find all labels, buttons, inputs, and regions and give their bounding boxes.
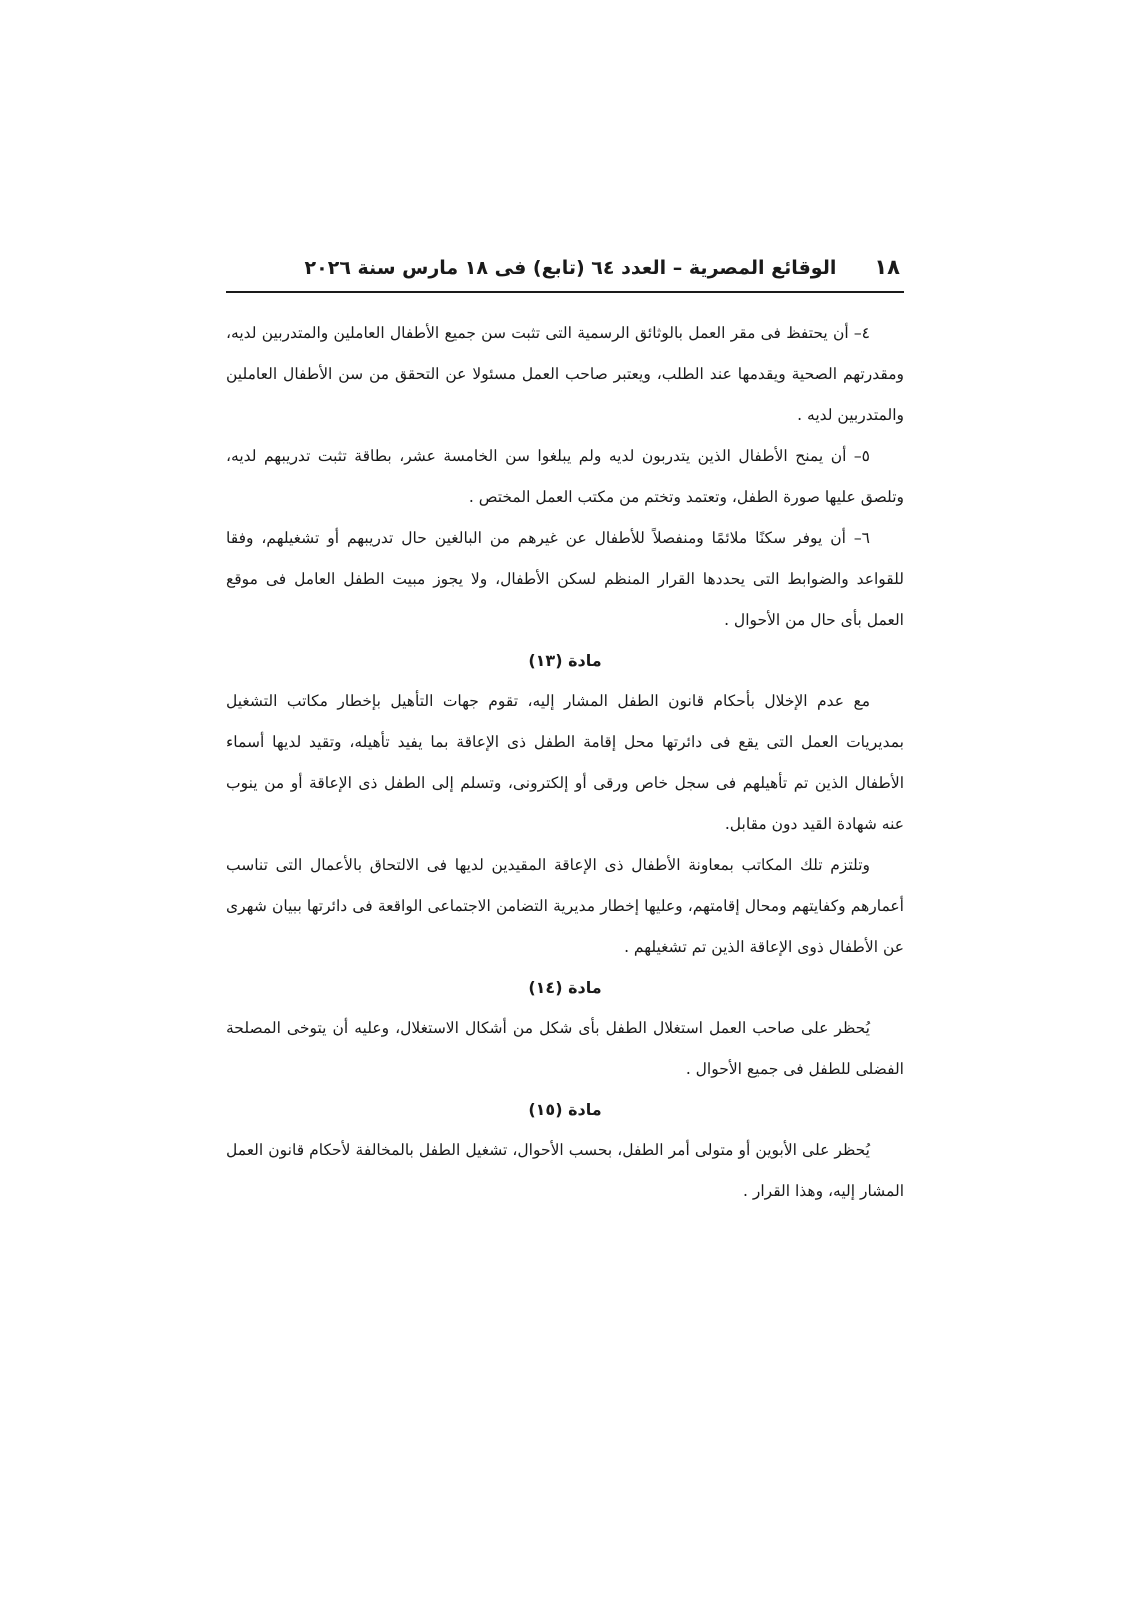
page-header xyxy=(226,255,904,293)
article-14-paragraph: يُحظر على صاحب العمل استغلال الطفل بأى شكل من أشكال الاستغلال، وعليه أن يتوخى المصلحة الفضلى للطفل فى جميع الأحوال . xyxy=(226,1019,904,1078)
article-15-heading: مادة (١٥) xyxy=(528,1100,602,1119)
page-body xyxy=(226,313,904,1212)
clause-4: ٤– أن يحتفظ فى مقر العمل بالوثائق الرسمية التى تثبت سن جميع الأطفال العاملين والمتدربين لديه، ومقدرتهم الصحية ويقدمها عند الطلب، ويعتبر صاحب العمل مسئولا عن التحقق من سن الأطفال العاملين والمتدربين لديه . xyxy=(226,324,904,424)
gazette-page xyxy=(226,255,904,1212)
page-number: ١٨ xyxy=(874,255,900,279)
clause-6: ٦– أن يوفر سكنًا ملائمًا ومنفصلاً للأطفال عن غيرهم من البالغين حال تدريبهم أو تشغيلهم، وفقا للقواعد والضوابط التى يحددها القرار المنظم لسكن الأطفال، ولا يجوز مبيت الطفل العامل فى موقع العمل بأى حال من الأحوال . xyxy=(226,529,904,629)
running-title: الوقائع المصرية – العدد ٦٤ (تابع) فى ١٨ مارس سنة ٢٠٢٦ xyxy=(304,257,837,279)
article-13-heading: مادة (١٣) xyxy=(528,651,602,670)
clause-5: ٥– أن يمنح الأطفال الذين يتدربون لديه ولم يبلغوا سن الخامسة عشر، بطاقة تثبت تدريبهم لديه، وتلصق عليها صورة الطفل، وتعتمد وتختم من مكتب العمل المختص . xyxy=(226,447,904,506)
article-14-heading: مادة (١٤) xyxy=(528,978,602,997)
article-15-paragraph: يُحظر على الأبوين أو متولى أمر الطفل، بحسب الأحوال، تشغيل الطفل بالمخالفة لأحكام قانون العمل المشار إليه، وهذا القرار . xyxy=(226,1141,904,1200)
article-13-paragraph-1: مع عدم الإخلال بأحكام قانون الطفل المشار إليه، تقوم جهات التأهيل بإخطار مكاتب التشغيل بمديريات العمل التى يقع فى دائرتها محل إقامة الطفل ذى الإعاقة بما يفيد تأهيله، وتقيد لديها أسماء الأطفال الذين تم تأهيلهم فى سجل خاص ورقى أو إلكترونى، وتسلم إلى الطفل ذى الإعاقة أو من ينوب عنه شهادة القيد دون مقابل. xyxy=(226,692,904,833)
article-13-paragraph-2: وتلتزم تلك المكاتب بمعاونة الأطفال ذى الإعاقة المقيدين لديها فى الالتحاق بالأعمال التى تناسب أعمارهم وكفايتهم ومحال إقامتهم، وعليها إخطار مديرية التضامن الاجتماعى الواقعة فى دائرتها ببيان شهرى عن الأطفال ذوى الإعاقة الذين تم تشغيلهم . xyxy=(226,856,904,956)
